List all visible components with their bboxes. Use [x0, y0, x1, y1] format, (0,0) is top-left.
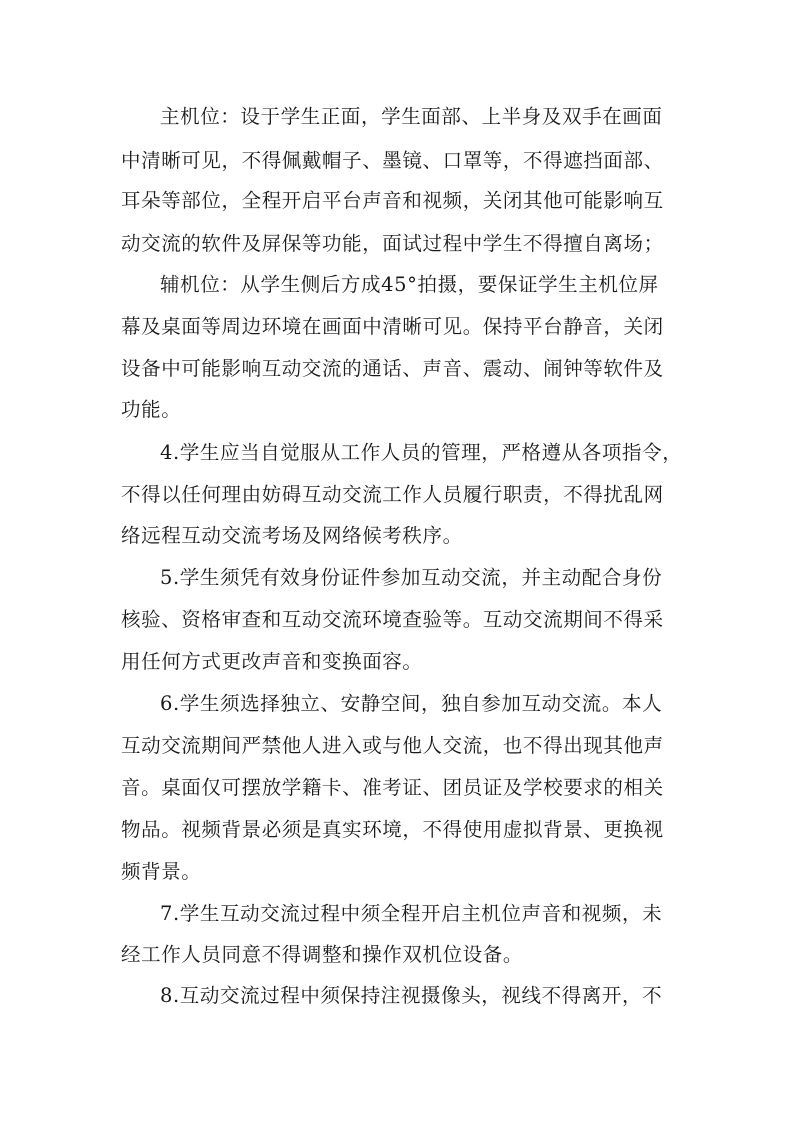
- text-line: 功能。: [121, 398, 182, 421]
- text-line: 音。桌面仅可摆放学籍卡、准考证、团员证及学校要求的相关: [121, 776, 664, 799]
- text-line: 耳朵等部位，全程开启平台声音和视频，关闭其他可能影响互: [121, 189, 664, 212]
- text-line: 7.学生互动交流过程中须全程开启主机位声音和视频，未: [160, 902, 663, 925]
- text-line: 经工作人员同意不得调整和操作双机位设备。: [121, 943, 524, 966]
- text-line: 5.学生须凭有效身份证件参加互动交流，并主动配合身份: [160, 566, 663, 589]
- text-line: 物品。视频背景必须是真实环境，不得使用虚拟背景、更换视: [121, 818, 664, 841]
- text-line: 核验、资格审查和互动交流环境查验等。互动交流期间不得采: [121, 608, 664, 631]
- text-line: 频背景。: [121, 860, 202, 883]
- text-line: 6.学生须选择独立、安静空间，独自参加互动交流。本人: [160, 692, 663, 715]
- text-line: 用任何方式更改声音和变换面容。: [121, 650, 423, 673]
- text-line: 4.学生应当自觉服从工作人员的管理，严格遵从各项指令，: [160, 441, 683, 464]
- text-line: 主机位：设于学生正面，学生面部、上半身及双手在画面: [160, 105, 663, 128]
- text-line: 设备中可能影响互动交流的通话、声音、震动、闹钟等软件及: [121, 357, 664, 380]
- text-line: 中清晰可见，不得佩戴帽子、墨镜、口罩等，不得遮挡面部、: [121, 149, 664, 172]
- text-line: 不得以任何理由妨碍互动交流工作人员履行职责，不得扰乱网: [121, 483, 664, 506]
- text-line: 络远程互动交流考场及网络候考秩序。: [121, 524, 463, 547]
- text-line: 8.互动交流过程中须保持注视摄像头，视线不得离开，不: [160, 984, 663, 1007]
- text-line: 辅机位：从学生侧后方成45°拍摄，要保证学生主机位屏: [160, 273, 659, 296]
- text-line: 互动交流期间严禁他人进入或与他人交流，也不得出现其他声: [121, 734, 664, 757]
- text-line: 幕及桌面等周边环境在画面中清晰可见。保持平台静音，关闭: [121, 315, 664, 338]
- text-line: 动交流的软件及屏保等功能，面试过程中学生不得擅自离场；: [121, 232, 664, 255]
